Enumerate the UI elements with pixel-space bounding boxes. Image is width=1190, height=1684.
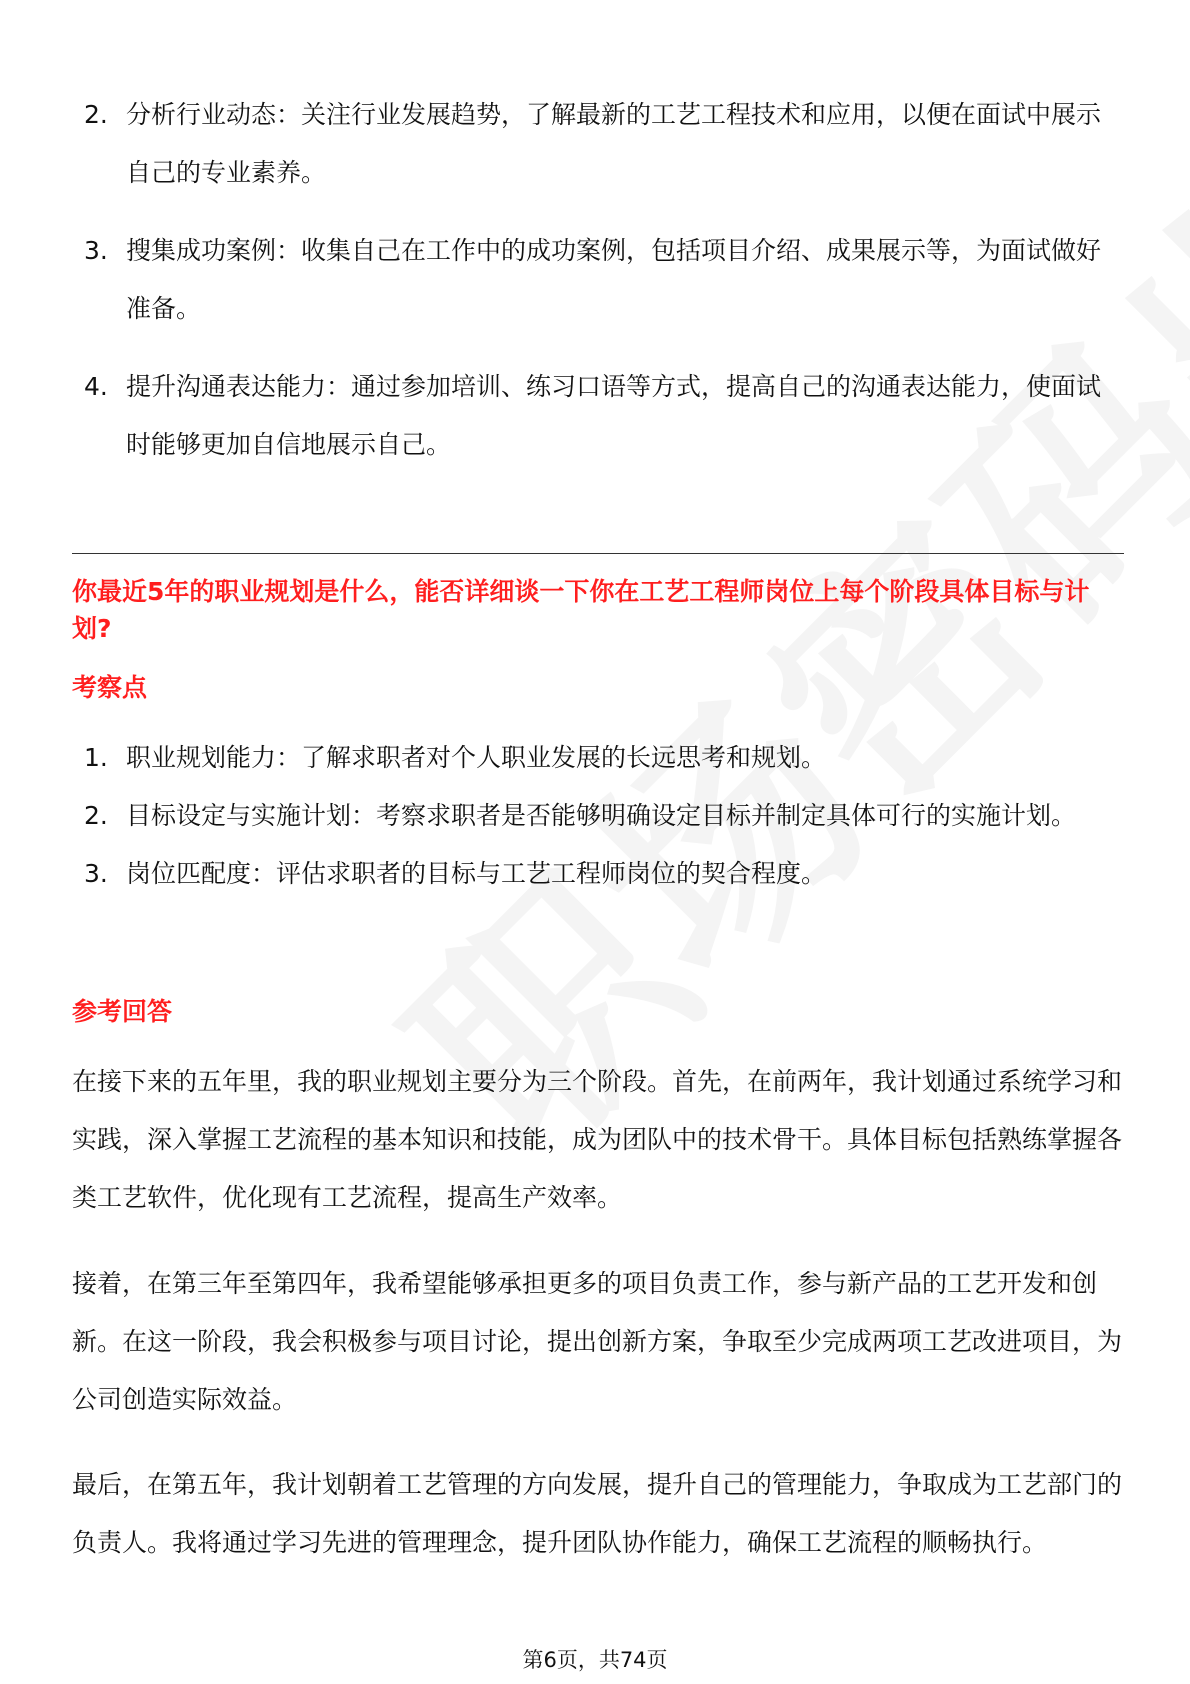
list-text: 搜集成功案例：收集自己在工作中的成功案例，包括项目介绍、成果展示等，为面试做好准备。 <box>126 236 1102 323</box>
page-footer: 第6页，共74页 <box>522 1648 668 1672</box>
list-number: 3. <box>84 859 108 888</box>
list-item <box>84 222 1120 338</box>
divider <box>72 553 1124 554</box>
list-number: 4. <box>84 372 108 401</box>
list-number: 2. <box>84 100 108 129</box>
list-text: 职业规划能力：了解求职者对个人职业发展的长远思考和规划。 <box>126 743 827 772</box>
list-text: 目标设定与实施计划：考察求职者是否能够明确设定目标并制定具体可行的实施计划。 <box>126 801 1077 830</box>
list-number: 1. <box>84 743 108 772</box>
list-text: 岗位匹配度：评估求职者的目标与工艺工程师岗位的契合程度。 <box>126 859 827 888</box>
section-heading-points: 考察点 <box>72 673 148 702</box>
list-number: 2. <box>84 801 108 830</box>
list-item <box>84 358 1120 474</box>
top-list <box>84 86 1120 474</box>
list-item <box>84 729 1120 787</box>
answer-paragraph: 在接下来的五年里，我的职业规划主要分为三个阶段。首先，在前两年，我计划通过系统学习和实践，深入掌握工艺流程的基本知识和技能，成为团队中的技术骨干。具体目标包括熟练掌握各类工艺软件，优化现有工艺流程，提高生产效率。 <box>72 1067 1123 1212</box>
points-list <box>84 729 1120 903</box>
list-item <box>84 86 1120 202</box>
list-item <box>84 845 1120 903</box>
answer-paragraph: 最后，在第五年，我计划朝着工艺管理的方向发展，提升自己的管理能力，争取成为工艺部门的负责人。我将通过学习先进的管理理念，提升团队协作能力，确保工艺流程的顺畅执行。 <box>72 1470 1123 1557</box>
section-heading-answer: 参考回答 <box>72 997 173 1026</box>
list-item <box>84 787 1120 845</box>
answer-paragraph: 接着，在第三年至第四年，我希望能够承担更多的项目负责工作，参与新产品的工艺开发和创新。在这一阶段，我会积极参与项目讨论，提出创新方案，争取至少完成两项工艺改进项目，为公司创造实际效益。 <box>72 1269 1123 1414</box>
list-text: 分析行业动态：关注行业发展趋势，了解最新的工艺工程技术和应用，以便在面试中展示自己的专业素养。 <box>126 100 1102 187</box>
list-number: 3. <box>84 236 108 265</box>
list-text: 提升沟通表达能力：通过参加培训、练习口语等方式，提高自己的沟通表达能力，使面试时能够更加自信地展示自己。 <box>126 372 1102 459</box>
question-title: 你最近5年的职业规划是什么，能否详细谈一下你在工艺工程师岗位上每个阶段具体目标与计划? <box>72 577 1090 643</box>
